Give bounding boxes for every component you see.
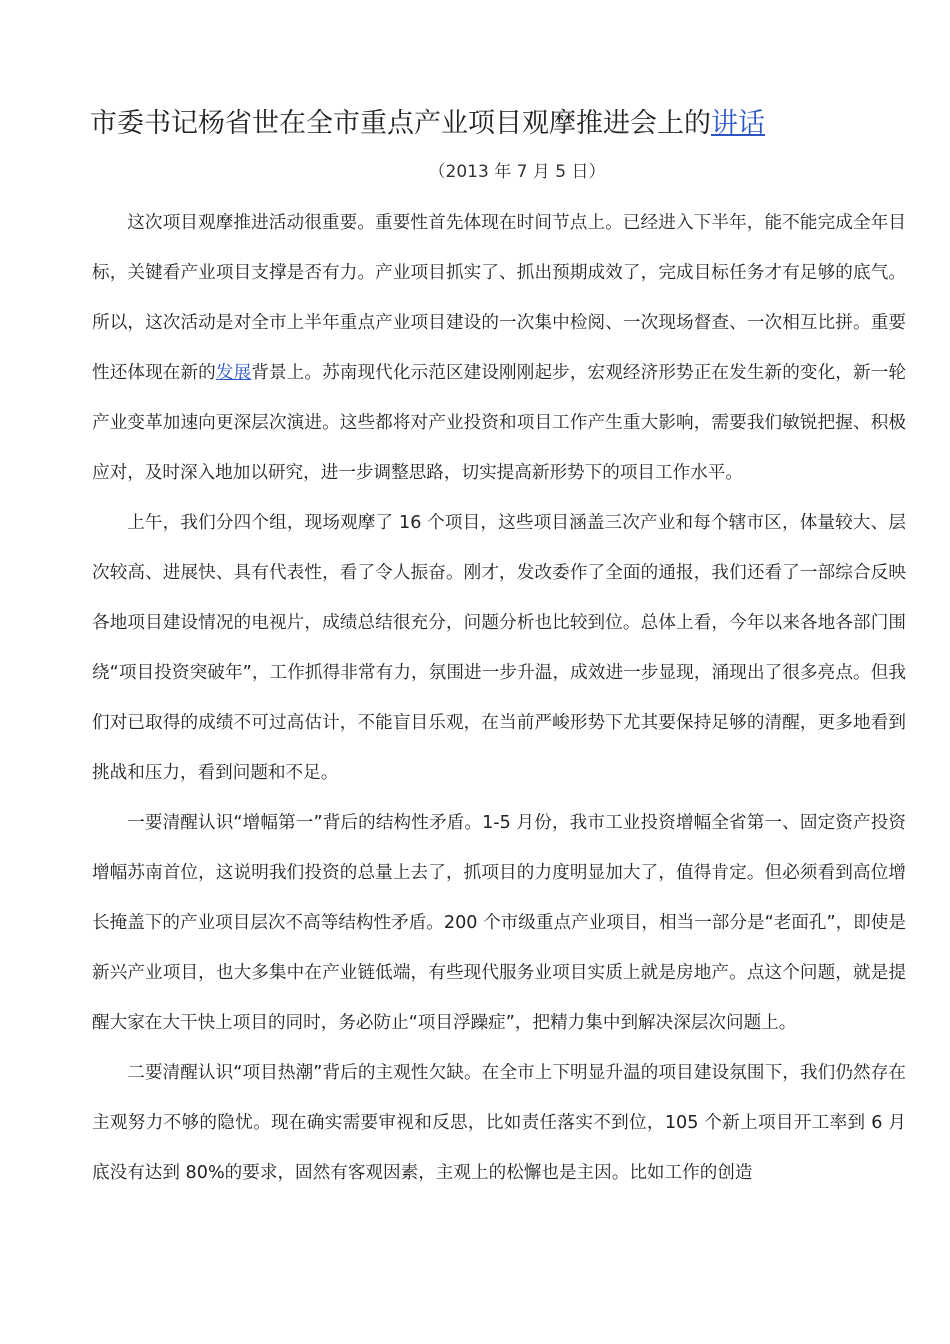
- paragraph-1: [92, 198, 906, 498]
- paragraph-1-text-b: 背景上。苏南现代化示范区建设刚刚起步，宏观经济形势正在发生新的变化，新一轮产业变革加速向更深层次演进。这些都将对产业投资和项目工作产生重大影响，需要我们敏锐把握、积极应对，及时深入地加以研究，进一步调整思路，切实提高新形势下的项目工作水平。: [92, 363, 906, 483]
- paragraph-2: 上午，我们分四个组，现场观摩了 16 个项目，这些项目涵盖三次产业和每个辖市区，体量较大、层次较高、进展快、具有代表性，看了令人振奋。刚才，发改委作了全面的通报，我们还看了一部综合反映各地项目建设情况的电视片，成绩总结很充分，问题分析也比较到位。总体上看，今年以来各地各部门围绕“项目投资突破年”，工作抓得非常有力，氛围进一步升温，成效进一步显现，涌现出了很多亮点。但我们对已取得的成绩不可过高估计，不能盲目乐观，在当前严峻形势下尤其要保持足够的清醒，更多地看到挑战和压力，看到问题和不足。: [92, 513, 906, 783]
- article-title: [90, 104, 910, 144]
- development-link[interactable]: 发展: [215, 363, 252, 383]
- article-title-text: 市委书记杨省世在全市重点产业项目观摩推进会上的: [90, 108, 711, 139]
- title-speech-link[interactable]: 讲话: [711, 108, 765, 139]
- paragraph-4: 二要清醒认识“项目热潮”背后的主观性欠缺。在全市上下明显升温的项目建设氛围下，我们仍然存在主观努力不够的隐忧。现在确实需要审视和反思，比如责任落实不到位，105 个新上项目开工率到 6 月底没有达到 80%的要求，固然有客观因素，主观上的松懈也是主因。比如工作的创造: [92, 1063, 906, 1183]
- article-body: [92, 198, 906, 1198]
- paragraph-3: 一要清醒认识“增幅第一”背后的结构性矛盾。1-5 月份，我市工业投资增幅全省第一、固定资产投资增幅苏南首位，这说明我们投资的总量上去了，抓项目的力度明显加大了，值得肯定。但必须看到高位增长掩盖下的产业项目层次不高等结构性矛盾。200 个市级重点产业项目，相当一部分是“老面孔”，即使是新兴产业项目，也大多集中在产业链低端，有些现代服务业项目实质上就是房地产。点这个问题，就是提醒大家在大干快上项目的同时，务必防止“项目浮躁症”，把精力集中到解决深层次问题上。: [92, 813, 906, 1033]
- paragraph-1-text-a: 这次项目观摩推进活动很重要。重要性首先体现在时间节点上。已经进入下半年，能不能完成全年目标，关键看产业项目支撑是否有力。产业项目抓实了、抓出预期成效了，完成目标任务才有足够的底气。所以，这次活动是对全市上半年重点产业项目建设的一次集中检阅、一次现场督查、一次相互比拼。重要性还体现在新的: [92, 213, 906, 383]
- article-date: （2013 年 7 月 5 日）: [428, 162, 606, 182]
